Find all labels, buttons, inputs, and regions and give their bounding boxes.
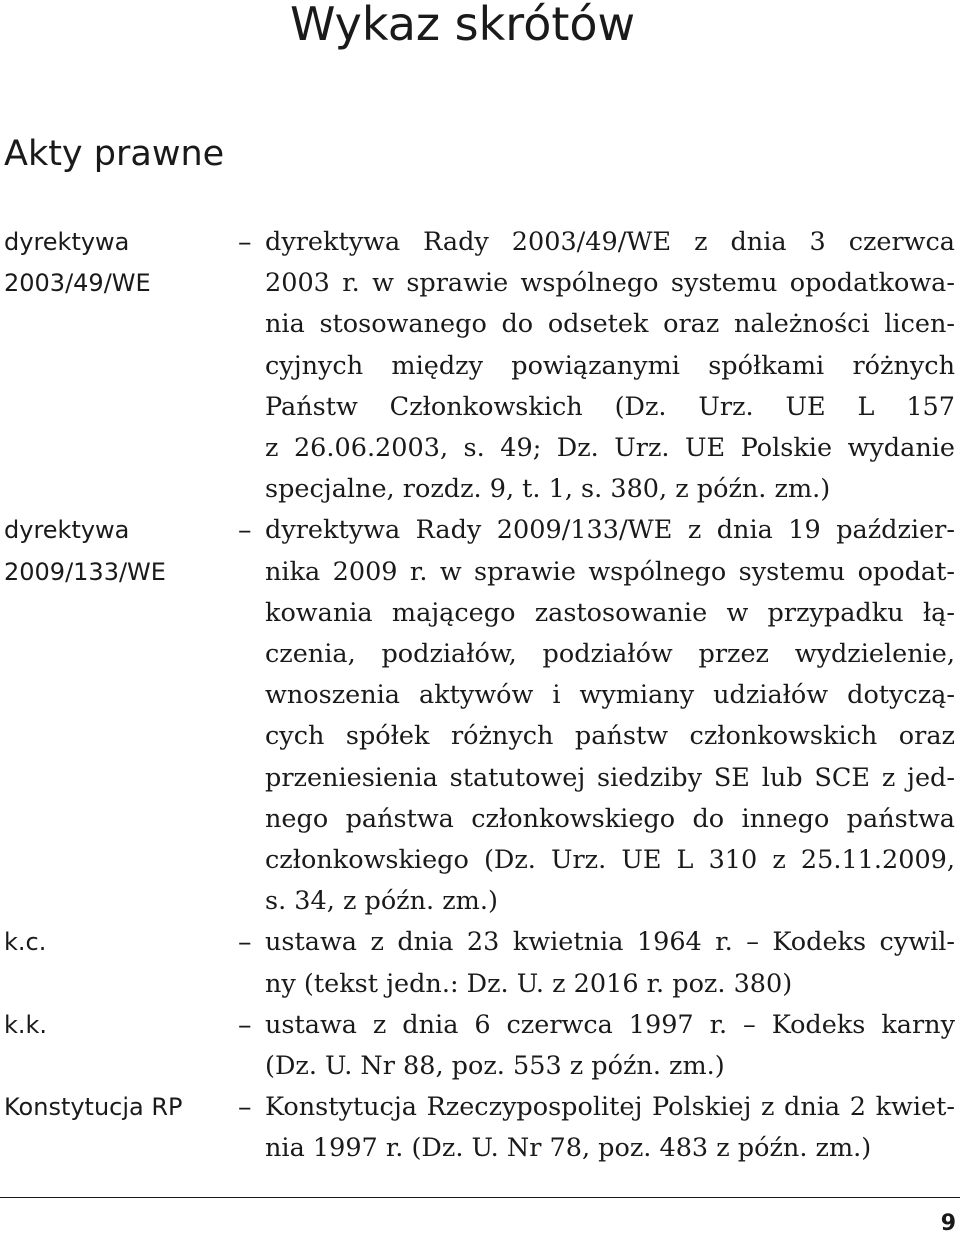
abbreviation-entry [0,510,960,922]
definition-line: dyrektywa Rady 2003/49/WE z dnia 3 czerwca [265,227,955,257]
definition-line: wnoszenia aktywów i wymiany udziałów dotyczą- [265,680,955,711]
entry-dash: – [238,1009,252,1041]
definition-line: członkowskiego (Dz. Urz. UE L 310 z 25.11.2009, [265,845,955,876]
abbreviation-definition [265,510,955,922]
definition-line: specjalne, rozdz. 9, t. 1, s. 380, z późn. zm.) [265,474,831,505]
abbreviation-entry [0,922,960,1004]
definition-line: cyjnych między powiązanymi spółkami różnych [265,350,955,381]
abbreviation-term: dyrektywa 2003/49/WE [4,228,151,298]
definition-line: dyrektywa Rady 2009/133/WE z dnia 19 paździer- [265,515,955,546]
definition-line: nego państwa członkowskiego do innego państwa [265,803,955,834]
definition-line: cych spółek różnych państw członkowskich oraz [265,721,955,752]
definition-line: czenia, podziałów, podziałów przez wydzielenie, [265,639,955,670]
abbreviation-definition [265,922,955,1004]
abbreviation-term: dyrektywa 2009/133/WE [4,516,166,586]
page-number: 9 [940,1211,956,1236]
section-heading: Akty prawne [4,134,225,174]
definition-line: Konstytucja Rzeczypospolitej Polskiej z dnia 2 kwiet- [265,1092,955,1123]
definition-line: 2003 r. w sprawie wspólnego systemu opodatkowa- [265,268,955,299]
definition-line: nia stosowanego do odsetek oraz należności licen- [265,309,955,340]
definition-line: kowania mającego zastosowanie w przypadku łą- [265,597,955,628]
definition-line: ustawa z dnia 6 czerwca 1997 r. – Kodeks karny [265,1009,955,1040]
abbreviation-definition [265,222,955,510]
definition-line: nika 2009 r. w sprawie wspólnego systemu opodat- [265,556,955,587]
definition-line: ny (tekst jedn.: Dz. U. z 2016 r. poz. 380) [265,968,793,999]
abbreviation-entry [0,222,960,510]
abbreviation-definition [265,1005,955,1087]
entry-dash: – [238,515,252,547]
abbreviation-entry [0,1087,960,1169]
abbreviation-term: k.k. [4,1010,48,1039]
definition-line: przeniesienia statutowej siedziby SE lub SCE z jed- [265,762,955,793]
definition-line: ustawa z dnia 23 kwietnia 1964 r. – Kodeks cywil- [265,927,955,958]
abbreviation-list [0,222,960,1170]
entry-dash: – [238,227,252,258]
page-title: Wykaz skrótów [290,0,636,51]
entry-dash: – [238,927,252,959]
definition-line: (Dz. U. Nr 88, poz. 553 z późn. zm.) [265,1051,725,1082]
entry-dash: – [238,1092,252,1124]
abbreviation-definition [265,1087,955,1169]
abbreviation-term: k.c. [4,928,47,957]
abbreviation-term: Konstytucja RP [4,1093,183,1122]
definition-line: nia 1997 r. (Dz. U. Nr 78, poz. 483 z późn. zm.) [265,1133,872,1164]
definition-line: s. 34, z późn. zm.) [265,886,498,917]
definition-line: z 26.06.2003, s. 49; Dz. Urz. UE Polskie wydanie [265,433,955,464]
footer-rule [0,1197,960,1198]
definition-line: Państw Członkowskich (Dz. Urz. UE L 157 [265,391,955,422]
abbreviation-entry [0,1005,960,1087]
